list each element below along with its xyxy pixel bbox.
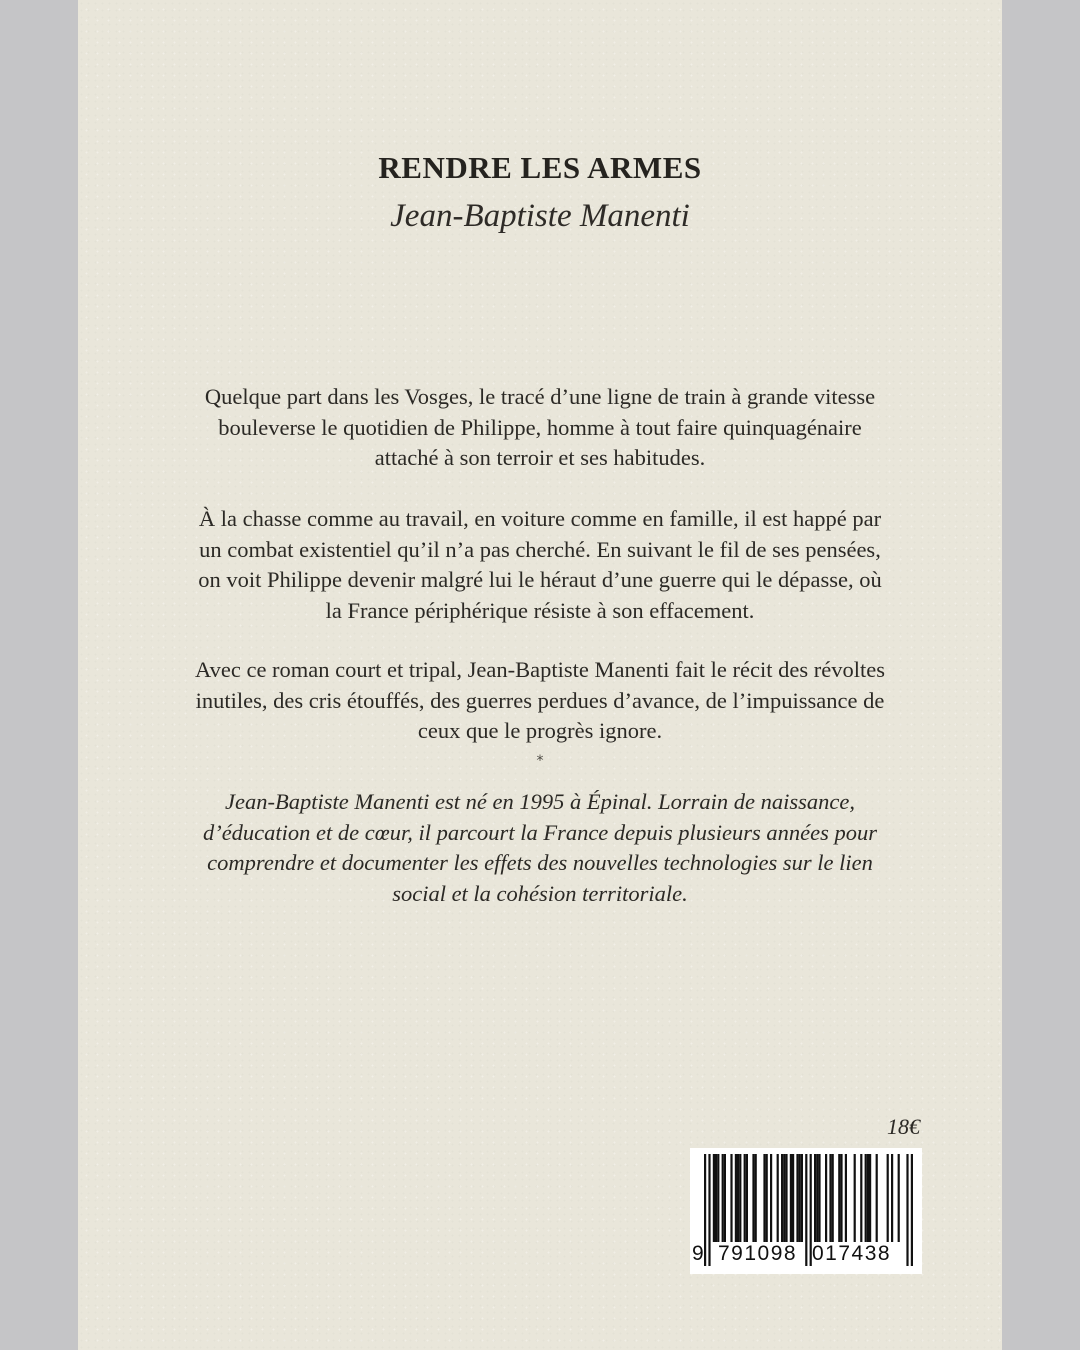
barcode-bar	[845, 1154, 847, 1242]
isbn-first-digit: 9	[692, 1242, 704, 1265]
barcode-bar	[867, 1154, 869, 1242]
barcode-bar	[816, 1154, 818, 1242]
barcode-bar	[735, 1154, 737, 1242]
barcode-bar	[755, 1154, 757, 1242]
barcode-bar	[713, 1154, 715, 1242]
barcode-bar	[898, 1154, 900, 1242]
barcode-bar	[746, 1154, 748, 1242]
book-author: Jean-Baptiste Manenti	[390, 198, 690, 234]
barcode-bar	[860, 1154, 862, 1242]
barcode-bar	[854, 1154, 856, 1242]
barcode-bar	[876, 1154, 878, 1242]
barcode-bar	[796, 1154, 798, 1242]
barcode-bar	[744, 1154, 746, 1242]
price-label: 18€	[887, 1114, 920, 1139]
book-back-cover	[78, 0, 1002, 1350]
blurb-paragraph-3: Avec ce roman court et tripal, Jean-Baptiste Manenti fait le récit des révoltes inutiles, des cris étouffés, des guerres perdues d’avance, de l’impuissance de ceux que le progrès ignore.	[195, 657, 885, 743]
barcode-bar	[891, 1154, 893, 1242]
barcode-bar	[777, 1154, 779, 1242]
barcode-bar	[865, 1154, 867, 1242]
barcode-bar	[752, 1154, 754, 1242]
barcode-bar	[818, 1154, 820, 1242]
barcode-bar	[715, 1154, 717, 1242]
author-bio: Jean-Baptiste Manenti est né en 1995 à Épinal. Lorrain de naissance, d’éducation et de cœur, il parcourt la France depuis plusieurs années pour comprendre et documenter les effets des nouvelles technologies sur le lien social et la cohésion territoriale.	[202, 789, 878, 906]
barcode-bar	[770, 1154, 772, 1242]
barcode-bar	[799, 1154, 801, 1242]
blurb-paragraph-1: Quelque part dans les Vosges, le tracé d’une ligne de train à grande vitesse bouleverse le quotidien de Philippe, homme à tout faire quinquagénaire attaché à son terroir et ses habitudes.	[204, 384, 876, 470]
isbn-left-group: 791098	[718, 1242, 798, 1265]
isbn-barcode	[690, 1148, 922, 1274]
barcode-bar	[722, 1154, 724, 1242]
barcode-bar	[717, 1154, 719, 1242]
isbn-right-group: 017438	[812, 1242, 892, 1265]
barcode-bar	[814, 1154, 816, 1242]
barcode-bar	[869, 1154, 871, 1242]
barcode-bar	[739, 1154, 741, 1242]
barcode-bar	[724, 1154, 726, 1242]
barcode-bar	[829, 1154, 831, 1242]
blurb-paragraph-2: À la chasse comme au travail, en voiture comme en famille, il est happé par un combat existentiel qu’il n’a pas cherché. En suivant le fil de ses pensées, on voit Philippe devenir malgré lui le héraut d’une guerre qui le dépasse, où la France périphérique résiste à son effacement.	[198, 506, 882, 623]
barcode-bar	[790, 1154, 792, 1242]
barcode-bar	[763, 1154, 765, 1242]
barcode-bar	[825, 1154, 827, 1242]
barcode-bar	[785, 1154, 787, 1242]
barcode-bar	[730, 1154, 732, 1242]
barcode-bar	[766, 1154, 768, 1242]
isbn-digits	[690, 1242, 922, 1270]
section-separator: *	[536, 753, 544, 769]
book-title: RENDRE LES ARMES	[378, 150, 702, 185]
barcode-bar	[781, 1154, 783, 1242]
barcode-bar	[801, 1154, 803, 1242]
barcode-bar	[832, 1154, 834, 1242]
barcode-bar	[887, 1154, 889, 1242]
barcode-bar	[737, 1154, 739, 1242]
barcode-bar	[783, 1154, 785, 1242]
barcode-bar	[792, 1154, 794, 1242]
barcode-bar	[838, 1154, 840, 1242]
barcode-bar	[840, 1154, 842, 1242]
